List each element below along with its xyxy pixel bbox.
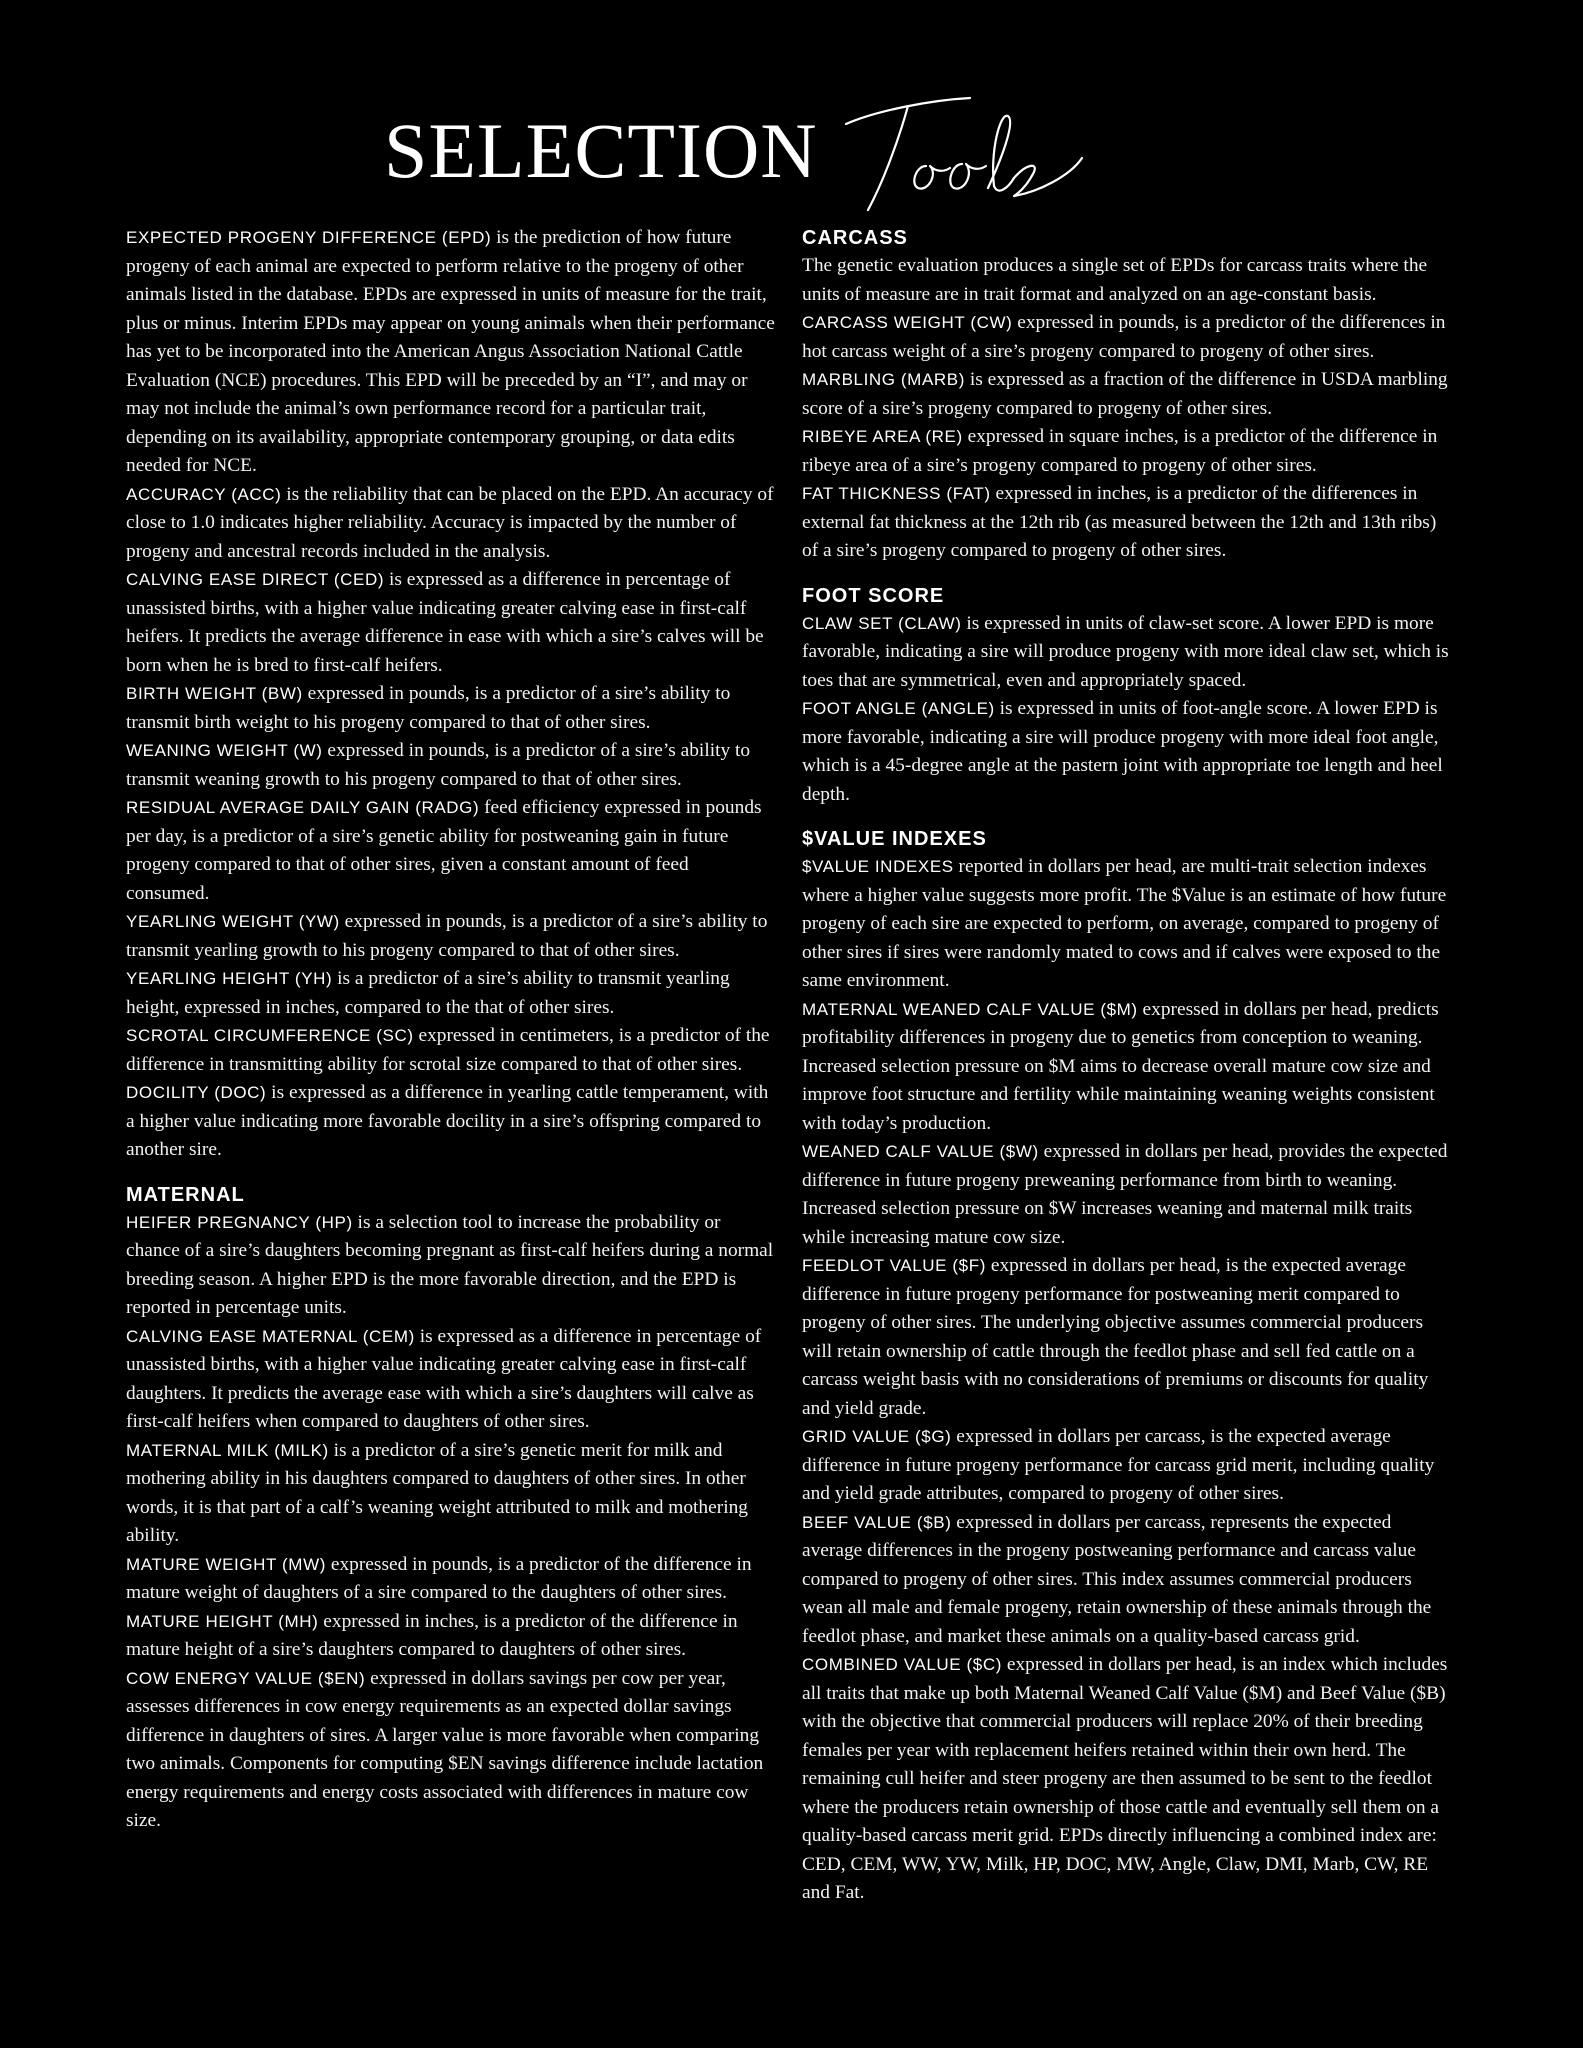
definition-angle: is expressed in units of foot-angle score. A lower EPD is more favorable, indicating a sire will produce progeny with more ideal foot angle, which is a 45-degree angle at the pastern joint with appropriate toe length and heel depth. — [802, 698, 1443, 805]
carcass-heading: CARCASS — [802, 227, 908, 249]
term-sc: SCROTAL CIRCUMFERENCE (SC) — [126, 1026, 414, 1045]
definition-mh: expressed in inches, is a predictor of the difference in mature height of a sire’s daughters compared to daughters of other sires. — [126, 1610, 738, 1660]
angle-entry — [802, 695, 1452, 809]
term-hp: HEIFER PREGNANCY (HP) — [126, 1212, 353, 1232]
term-radg: RESIDUAL AVERAGE DAILY GAIN (RADG) — [126, 798, 480, 817]
term-c: COMBINED VALUE ($C) — [802, 1655, 1003, 1674]
definition-cem: is expressed as a difference in percentage of unassisted births, with a higher value indicating greater calving ease in first-calf daughters. It predicts the average ease with which a sire’s daughters will calve as first-calf heifers when compared to daughters of other sires. — [126, 1325, 762, 1432]
term-f: FEEDLOT VALUE ($F) — [802, 1256, 986, 1275]
page-title — [0, 92, 1583, 232]
b-entry — [802, 1509, 1452, 1652]
definition-b: expressed in dollars per carcass, represents the expected average differences in the progeny postweaning performance and carcass value compared to progeny of other sires. This index assumes commercial producers wean all male and female progeny, retain ownership of these animals through the feedlot phase, and market these animals on a quality-based carcass grid. — [802, 1511, 1432, 1647]
term-cem: CALVING EASE MATERNAL (CEM) — [126, 1326, 415, 1346]
definition-w: expressed in pounds, is a predictor of a sire’s ability to transmit weaning growth to his progeny compared to that of other sires. — [126, 740, 751, 790]
mw-entry — [126, 1551, 776, 1608]
title-main: SELECTION — [384, 107, 818, 194]
definition-re: expressed in square inches, is a predictor of the difference in ribeye area of a sire’s progeny compared to progeny of other sires. — [802, 426, 1438, 476]
definition-sc: expressed in centimeters, is a predictor of the difference in transmitting ability for scrotal size compared to that of other sires. — [126, 1025, 770, 1075]
definition-milk: is a predictor of a sire’s genetic merit for milk and mothering ability in his daughters compared to daughters of other sires. In other words, it is that part of a calf’s weaning weight attributed to milk and mothering ability. — [126, 1439, 748, 1546]
term-w: WEANING WEIGHT (W) — [126, 741, 323, 760]
cw-entry — [802, 309, 1452, 366]
left-column — [126, 224, 776, 1836]
term-doc: DOCILITY (DOC) — [126, 1083, 267, 1102]
term-acc: ACCURACY (ACC) — [126, 484, 282, 504]
ced-entry — [126, 566, 776, 680]
right-column — [802, 224, 1452, 1908]
maternal-heading: MATERNAL — [126, 1183, 245, 1206]
term-yw: YEARLING WEIGHT (YW) — [126, 912, 340, 931]
definition-radg: feed efficiency expressed in pounds per day, is a predictor of a sire’s genetic ability for postweaning gain in future progeny compared to that of other sires, given a constant amount of feed consumed. — [126, 797, 762, 904]
term-yh: YEARLING HEIGHT (YH) — [126, 969, 333, 988]
definition-claw: is expressed in units of claw-set score. A lower EPD is more favorable, indicating a sire will produce progeny with more ideal claw set, which is toes that are symmetrical, even and appropriately spaced. — [802, 612, 1449, 691]
term-w-value: WEANED CALF VALUE ($W) — [802, 1142, 1039, 1161]
fat-entry — [802, 480, 1452, 566]
f-entry — [802, 1252, 1452, 1423]
w-entry — [126, 737, 776, 794]
definition-yh: is a predictor of a sire’s ability to transmit yearling height, expressed in inches, compared to the that of other sires. — [126, 968, 730, 1018]
term-re: RIBEYE AREA (RE) — [802, 427, 963, 446]
bw-entry — [126, 680, 776, 737]
cem-entry — [126, 1323, 776, 1437]
w-value-entry — [802, 1138, 1452, 1252]
definition-doc: is expressed as a difference in yearling cattle temperament, with a higher value indicating more favorable docility in a sire’s offspring compared to another sire. — [126, 1082, 769, 1160]
definition-en: expressed in dollars savings per cow per year, assesses differences in cow energy requirements as an expected dollar savings difference in daughters of sires. A larger value is more favorable when comparing two animals. Components for computing $EN savings difference include lactation energy requirements and energy costs associated with differences in mature cow size. — [126, 1667, 764, 1831]
term-ced: CALVING EASE DIRECT (CED) — [126, 570, 385, 589]
term-g: GRID VALUE ($G) — [802, 1427, 952, 1446]
hp-entry — [126, 1209, 776, 1323]
en-entry — [126, 1665, 776, 1836]
term-bw: BIRTH WEIGHT (BW) — [126, 684, 303, 703]
term-m: MATERNAL WEANED CALF VALUE ($M) — [802, 999, 1138, 1019]
definition-ced: is expressed as a difference in percentage of unassisted births, with a higher value indicating greater calving ease in first-calf heifers. It predicts the average difference in ease with which a sire’s calves will be born when he is bred to first-calf heifers. — [126, 569, 764, 676]
epd-entry — [126, 224, 776, 481]
definition-epd: is the prediction of how future progeny of each animal are expected to perform relative to the progeny of other animals listed in the database. EPDs are expressed in units of measure for the trait, plus or minus. Interim EPDs may appear on young animals when their performance has yet to be incorporated into the American Angus Association National Cattle Evaluation (NCE) procedures. This EPD will be preceded by an “I”, and may or may not include the animal’s own performance record for a particular trait, depending on its availability, appropriate contemporary grouping, or data edits needed for NCE. — [126, 227, 775, 476]
term-mw: MATURE WEIGHT (MW) — [126, 1554, 326, 1574]
claw-entry — [802, 610, 1452, 696]
m-entry — [802, 996, 1452, 1139]
mh-entry — [126, 1608, 776, 1665]
term-cw: CARCASS WEIGHT (CW) — [802, 313, 1013, 332]
definition-value-indexes: reported in dollars per head, are multi-trait selection indexes where a higher value suggests more profit. The $Value is an estimate of how future progeny of each sire are expected to perform, on average, compared to progeny of other sires if sires were randomly mated to cows and if calves were exposed to the same environment. — [802, 856, 1447, 991]
definition-fat: expressed in inches, is a predictor of the differences in external fat thickness at the 12th rib (as measured between the 12th and 13th ribs) of a sire’s progeny compared to progeny of other sires. — [802, 483, 1437, 561]
c-entry — [802, 1651, 1452, 1908]
marb-entry — [802, 366, 1452, 423]
definition-marb: is expressed as a fraction of the difference in USDA marbling score of a sire’s progeny compared to progeny of other sires. — [802, 369, 1448, 419]
definition-hp: is a selection tool to increase the probability or chance of a sire’s daughters becoming pregnant as first-calf heifers during a normal breeding season. A higher EPD is the more favorable direction, and the EPD is reported in percentage units. — [126, 1211, 774, 1318]
yw-entry — [126, 908, 776, 965]
term-marb: MARBLING (MARB) — [802, 370, 965, 389]
radg-entry — [126, 794, 776, 908]
definition-f: expressed in dollars per head, is the expected average difference in future progeny performance for postweaning merit compared to progeny of other sires. The underlying objective assumes commercial producers will retain ownership of cattle through the feedlot phase and sell fed cattle on a carcass weight basis with no considerations of premiums or discounts for quality and yield grade. — [802, 1255, 1429, 1419]
carcass-intro: The genetic evaluation produces a single set of EPDs for carcass traits where the units of measure are in trait format and analyzed on an age-constant basis. — [802, 255, 1428, 305]
definition-g: expressed in dollars per carcass, is the expected average difference in future progeny performance for carcass grid merit, including quality and yield grade attributes, compared to progeny of other sires. — [802, 1426, 1435, 1504]
term-value-indexes: $VALUE INDEXES — [802, 857, 954, 876]
definition-w-value: expressed in dollars per head, provides the expected difference in future progeny preweaning performance from birth to weaning. Increased selection pressure on $W increases weaning and maternal milk traits while increasing mature cow size. — [802, 1141, 1448, 1248]
foot-score-heading: FOOT SCORE — [802, 584, 945, 607]
definition-cw: expressed in pounds, is a predictor of the differences in hot carcass weight of a sire’s progeny compared to progeny of other sires. — [802, 312, 1446, 362]
acc-entry — [126, 481, 776, 567]
sc-entry — [126, 1022, 776, 1079]
term-en: COW ENERGY VALUE ($EN) — [126, 1668, 366, 1688]
definition-mw: expressed in pounds, is a predictor of the difference in mature weight of daughters of a sire compared to the daughters of other sires. — [126, 1553, 752, 1603]
definition-m: expressed in dollars per head, predicts profitability differences in progeny due to genetics from conception to weaning. Increased selection pressure on $M aims to decrease overall mature cow size and improve foot structure and fertility while maintaining weaning weights consistent with today’s production. — [802, 998, 1439, 1134]
term-fat: FAT THICKNESS (FAT) — [802, 484, 991, 503]
definition-bw: expressed in pounds, is a predictor of a sire’s ability to transmit birth weight to his progeny compared to that of other sires. — [126, 683, 731, 733]
definition-yw: expressed in pounds, is a predictor of a sire’s ability to transmit yearling growth to his progeny compared to that of other sires. — [126, 911, 768, 961]
term-mh: MATURE HEIGHT (MH) — [126, 1611, 319, 1631]
term-angle: FOOT ANGLE (ANGLE) — [802, 699, 995, 718]
doc-entry — [126, 1079, 776, 1165]
title-script-lettering — [838, 92, 1088, 222]
term-milk: MATERNAL MILK (MILK) — [126, 1440, 329, 1460]
term-claw: CLAW SET (CLAW) — [802, 613, 962, 633]
value-indexes-heading: $VALUE INDEXES — [802, 828, 987, 850]
re-entry — [802, 423, 1452, 480]
definition-c: expressed in dollars per head, is an index which includes all traits that make up both Maternal Weaned Calf Value ($M) and Beef Value ($B) with the objective that commercial producers will replace 20% of their breeding females per year with replacement heifers retained within their own herd. The remaining cull heifer and steer progeny are then assumed to be sent to the feedlot where the producers retain ownership of those cattle and eventually sell them on a quality-based carcass merit grid. EPDs directly influencing a combined index are: CED, CEM, WW, YW, Milk, HP, DOC, MW, Angle, Claw, DMI, Marb, CW, RE and Fat. — [802, 1654, 1448, 1903]
value-indexes-entry — [802, 853, 1452, 996]
definition-acc: is the reliability that can be placed on the EPD. An accuracy of close to 1.0 indicates higher reliability. Accuracy is impacted by the number of progeny and ancestral records included in the analysis. — [126, 483, 774, 562]
milk-entry — [126, 1437, 776, 1551]
g-entry — [802, 1423, 1452, 1509]
term-b: BEEF VALUE ($B) — [802, 1512, 952, 1532]
yh-entry — [126, 965, 776, 1022]
term-epd: EXPECTED PROGENY DIFFERENCE (EPD) — [126, 228, 492, 247]
